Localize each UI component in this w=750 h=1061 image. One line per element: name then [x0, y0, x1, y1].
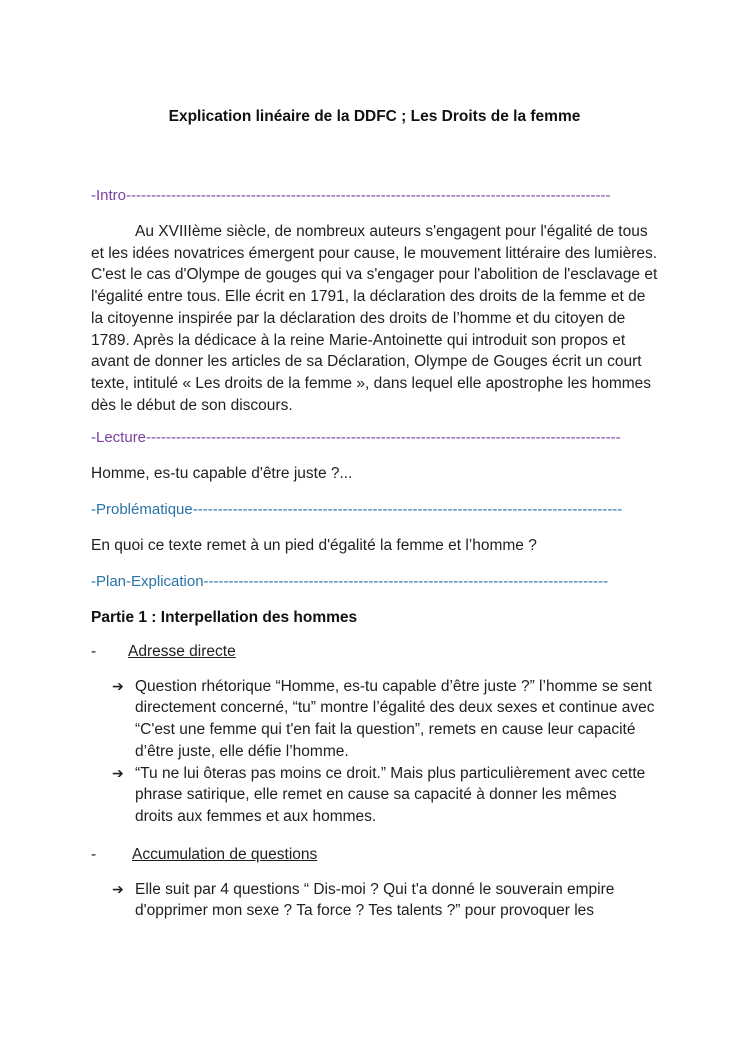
- list-dash: -: [91, 845, 97, 863]
- lecture-heading: -Lecture-----------------------------------------------------------------------------------------------: [91, 429, 621, 447]
- lecture-text: Homme, es-tu capable d'être juste ?...: [91, 465, 353, 483]
- subsection-label: Accumulation de questions: [132, 845, 318, 863]
- problematique-heading: -Problématique--------------------------------------------------------------------------------------: [91, 501, 623, 519]
- subsection-adresse-directe: [91, 641, 658, 662]
- list-item: [91, 879, 658, 922]
- list-item-text: Elle suit par 4 questions “ Dis-moi ? Qui t'a donné le souverain empire d'opprimer mon sexe ? Ta force ? Tes talents ?” pour provoquer les: [135, 880, 615, 920]
- arrow-right-icon: ➔: [112, 677, 124, 694]
- list-item: [91, 676, 658, 763]
- list-item: [91, 763, 658, 828]
- subsection-accumulation-questions: [91, 844, 658, 865]
- document-title: Explication linéaire de la DDFC ; Les Droits de la femme: [168, 108, 581, 125]
- arrow-list: [91, 879, 658, 922]
- arrow-list: [91, 676, 658, 828]
- arrow-right-icon: ➔: [112, 764, 124, 781]
- list-dash: -: [91, 642, 97, 660]
- arrow-right-icon: ➔: [112, 880, 124, 897]
- partie-1-title: Partie 1 : Interpellation des hommes: [91, 608, 358, 626]
- list-item-text: “Tu ne lui ôteras pas moins ce droit.” Mais plus particulièrement avec cette phrase satirique, elle remet en cause sa capacité à donner les mêmes droits aux femmes et aux hommes.: [135, 764, 646, 825]
- subsection-label: Adresse directe: [128, 642, 236, 660]
- problematique-text: En quoi ce texte remet à un pied d'égalité la femme et l’homme ?: [91, 537, 537, 555]
- plan-heading: -Plan-Explication---------------------------------------------------------------------------------: [91, 572, 609, 590]
- intro-paragraph: Au XVIIIème siècle, de nombreux auteurs s'engagent pour l'égalité de tous et les idées novatrices émergent pour cause, le mouvement littéraire des lumières. C'est le cas d'Olympe de gouges qui va s'engager pour l'abolition de l'esclavage et l'égalité entre tous. Elle écrit en 1791, la déclaration des droits de la femme et de la citoyenne inspirée par la déclaration des droits de l’homme et du citoyen de 1789. Après la dédicace à la reine Marie-Antoinette qui introduit son propos et avant de donner les articles de sa Déclaration, Olympe de Gouges écrit un court texte, intitulé « Les droits de la femme », dans lequel elle apostrophe les hommes dès le début de son discours.: [91, 223, 658, 414]
- list-item-text: Question rhétorique “Homme, es-tu capable d’être juste ?” l’homme se sent directement concerné, “tu” montre l’égalité des deux sexes et continue avec “C'est une femme qui t'en fait la question”, remets en cause leur capacité d’être juste, elle défie l’homme.: [135, 677, 655, 760]
- intro-heading: -Intro-------------------------------------------------------------------------------------------------: [91, 187, 611, 204]
